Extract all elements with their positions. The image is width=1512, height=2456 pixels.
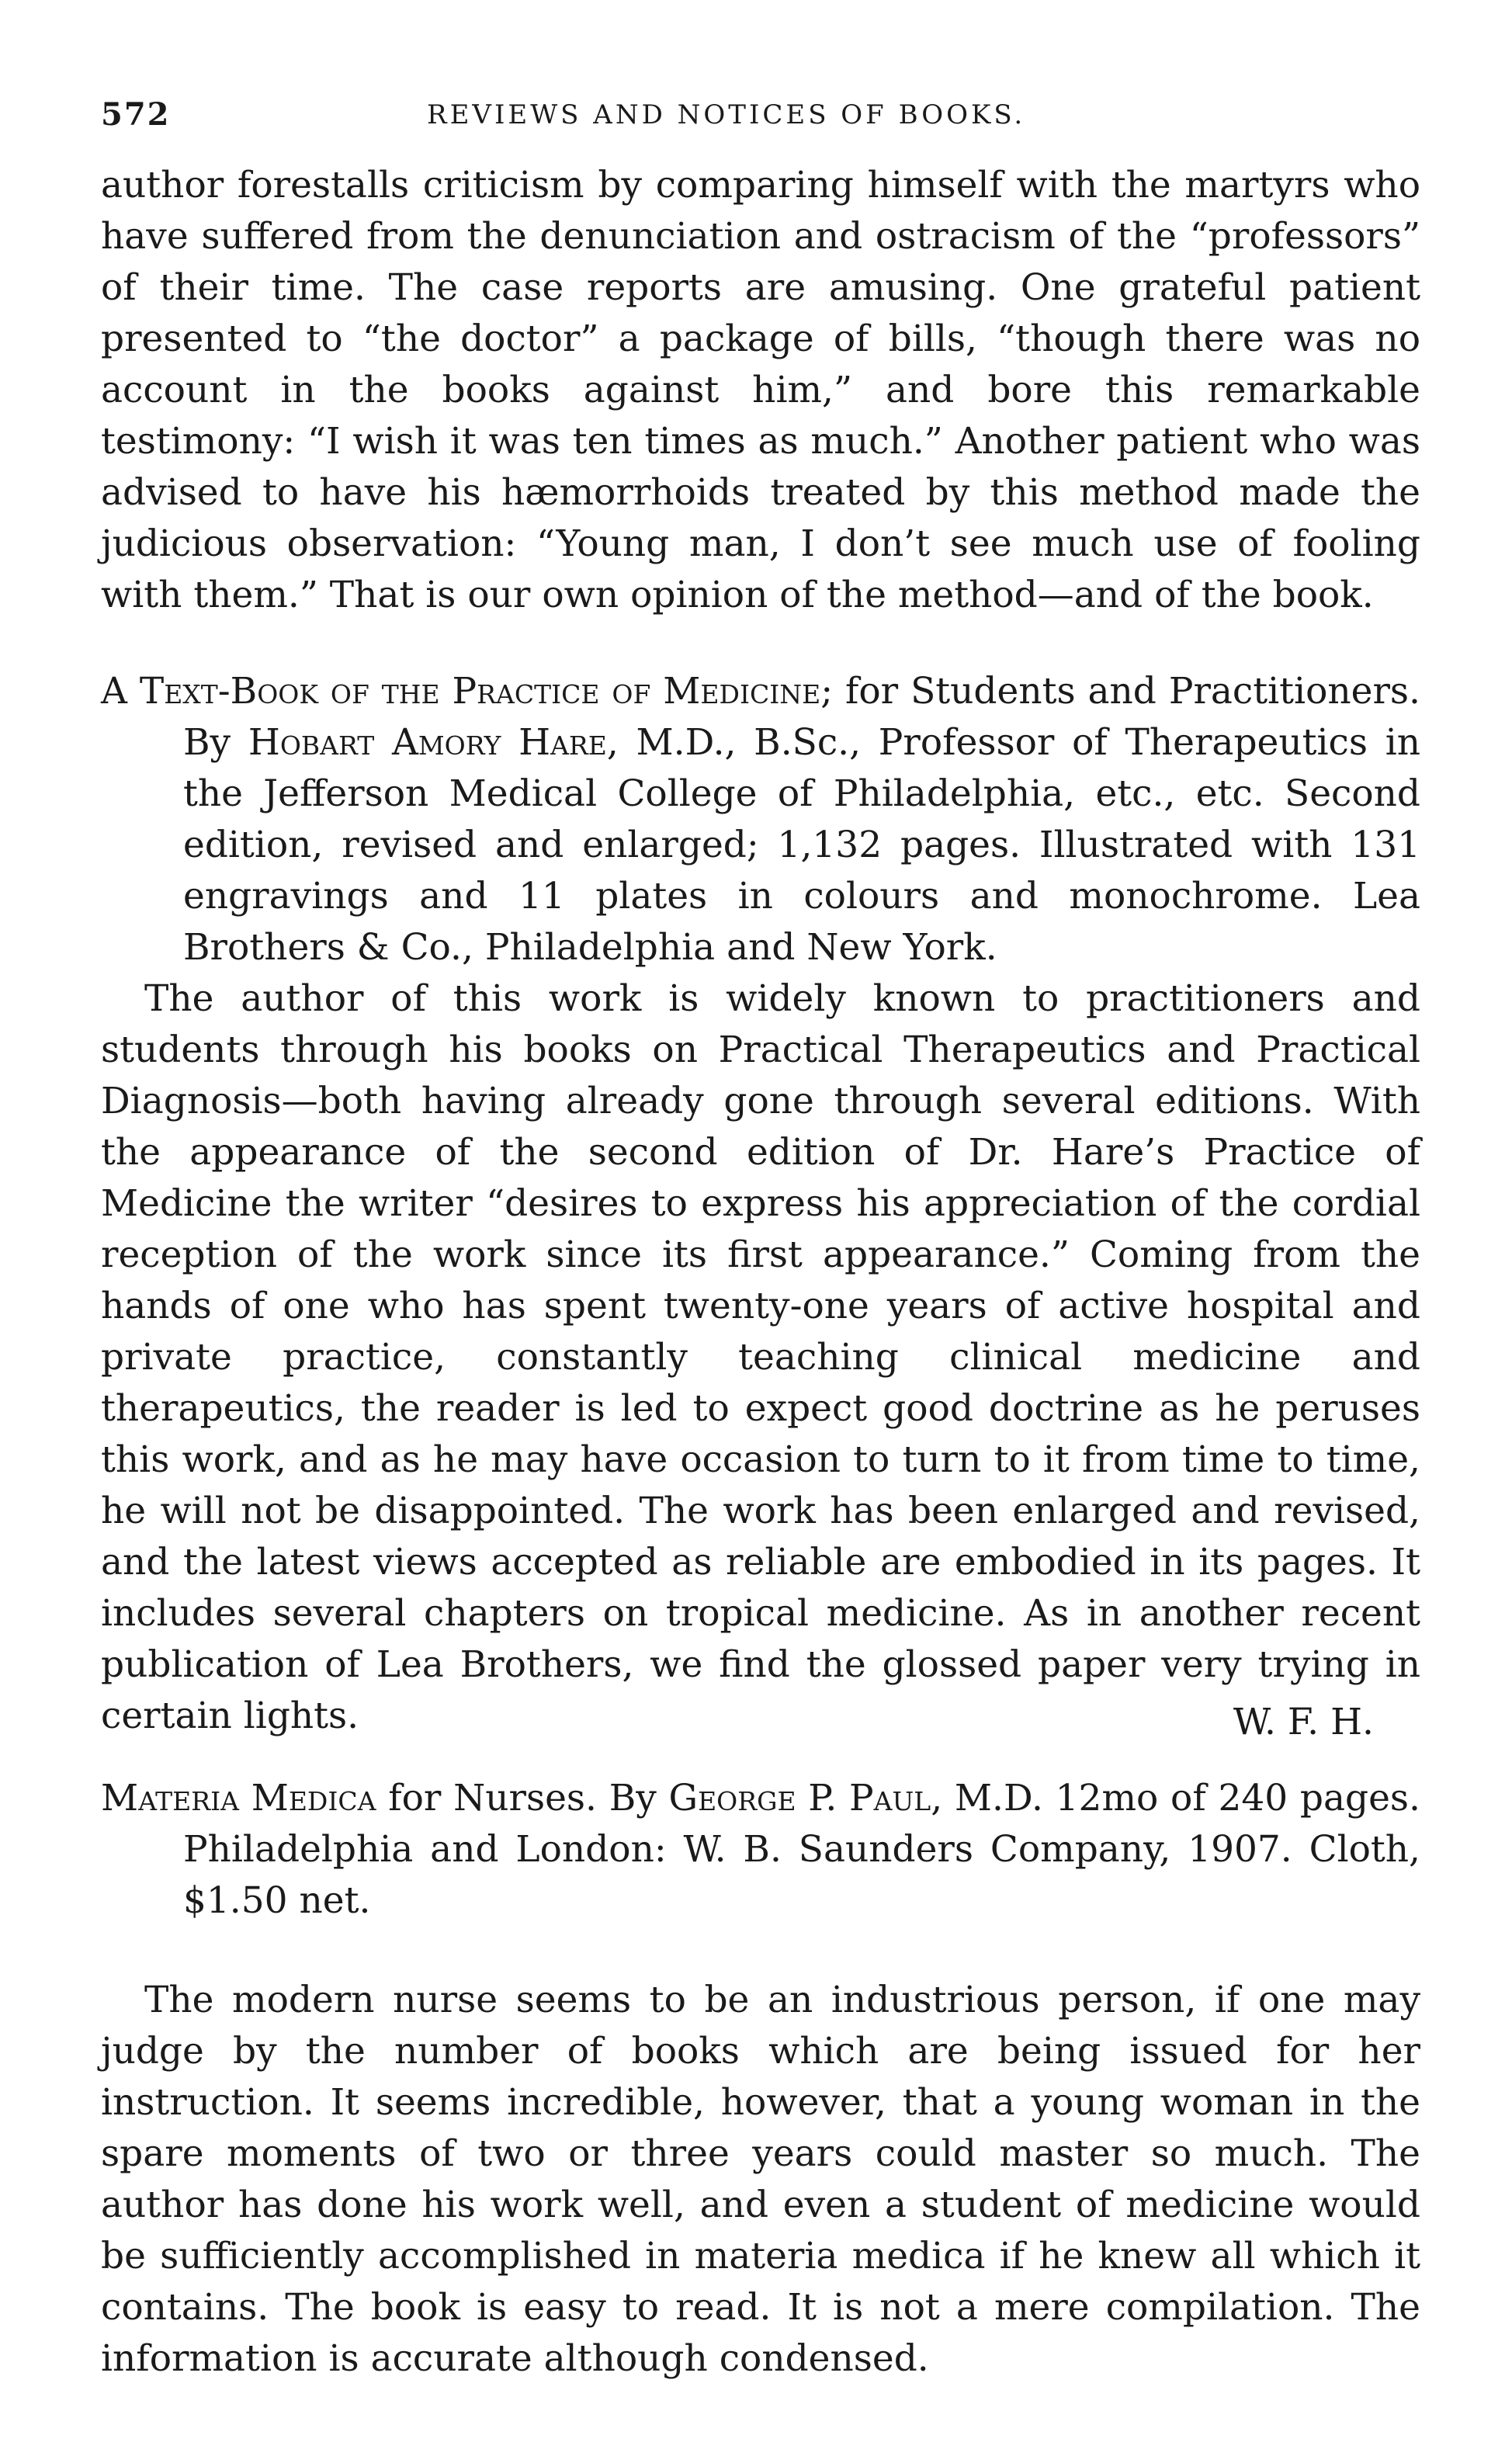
running-head bbox=[101, 92, 1420, 138]
book-details: M.D. 12mo of 240 pages. Philadelphia and London: W. B. Saunders Company, 1907. Cloth, $1.50 net. bbox=[183, 1777, 1420, 1922]
book-entry-hare bbox=[101, 666, 1420, 973]
review-paragraph: The modern nurse seems to be an industrious person, if one may judge by the number of books which are being issued for her instruction. It seems incredible, however, that a young woman in the spare moments of two or three years could master so much. The author has done his work well, and even a student of medicine would be sufficiently accomplished in materia medica if he knew all which it contains. The book is easy to read. It is not a mere compilation. The information is accurate although condensed. bbox=[101, 1979, 1420, 2380]
book-entry-paul bbox=[101, 1773, 1420, 1927]
review-paragraph: author forestalls criticism by comparing himself with the martyrs who have suffered from the denunciation and ostracism of the “professors” of their time. The case reports are amusing. One grateful patient presented to “the doctor” a package of bills, “though there was no account in the books against him,” and bore this remarkable testimony: “I wish it was ten times as much.” Another patient who was advised to have his hæmorrhoids treated by this method made the judicious observation: “Young man, I don’t see much use of fooling with them.” That is our own opinion of the method—and of the book. bbox=[101, 164, 1420, 616]
reviewer-signature-block bbox=[101, 1697, 1420, 1748]
book-title-rest: for Students and Practitioners. By bbox=[183, 670, 1420, 764]
book-title-rest: for Nurses. By bbox=[376, 1777, 669, 1819]
book-details: M.D., B.Sc., Professor of Therapeutics in the Jefferson Medical College of Philadelphia, etc., etc. Second edition, revised and enlarged; 1,132 pages. Illustrated with 131 engravings and 11 plates in colours and monochrome. Lea Brothers & Co., Philadelphia and New York. bbox=[183, 721, 1420, 969]
page-number: 572 bbox=[101, 96, 171, 133]
book-author: George P. Paul, bbox=[668, 1777, 943, 1819]
book-citation bbox=[101, 1773, 1420, 1927]
review-paragraph: The author of this work is widely known to practitioners and students through his books on Practical Therapeutics and Practical Diagnosis—both having already gone through several editions. With the appearance of the second edition of Dr. Hare’s Practice of Medicine the writer “desires to express his appreciation of the cordial reception of the work since its first appearance.” Coming from the hands of one who has spent twenty-one years of active hospital and private practice, constantly teaching clinical medicine and therapeutics, the reader is led to expect good doctrine as he peruses this work, and as he may have occasion to turn to it from time to time, he will not be disappointed. The work has been enlarged and revised, and the latest views accepted as reliable are embodied in its pages. It includes several chapters on tropical medicine. As in another recent publication of Lea Brothers, we find the glossed paper very trying in certain lights. bbox=[101, 977, 1420, 1737]
book-citation bbox=[101, 666, 1420, 973]
book-author: Hobart Amory Hare, bbox=[248, 721, 619, 764]
reviewer-signature: W. F. H. bbox=[1233, 1701, 1374, 1743]
book-title: A Text-Book of the Practice of Medicine; bbox=[101, 670, 834, 713]
running-title: REVIEWS AND NOTICES OF BOOKS. bbox=[427, 99, 1026, 130]
book-title: Materia Medica bbox=[101, 1777, 376, 1819]
review-continued bbox=[101, 160, 1420, 621]
review-paul bbox=[101, 1975, 1420, 2385]
review-hare bbox=[101, 973, 1420, 1742]
